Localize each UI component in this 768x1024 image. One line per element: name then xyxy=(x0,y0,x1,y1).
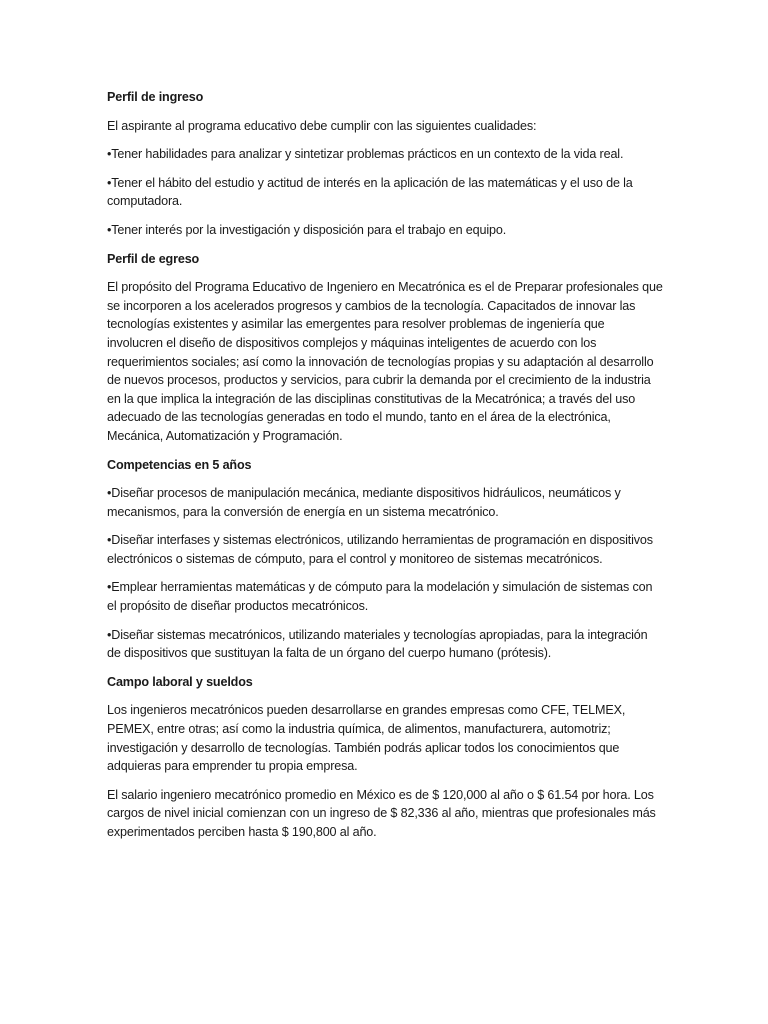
bullet-item: •Emplear herramientas matemáticas y de cómputo para la modelación y simulación de sistemas con el propósito de diseñar productos mecatrónicos. xyxy=(107,580,653,614)
section-heading-perfil-ingreso: Perfil de ingreso xyxy=(107,90,204,104)
bullet-item: •Diseñar interfases y sistemas electrónicos, utilizando herramientas de programación en dispositivos electrónicos o sistemas de cómputo, para el control y monitoreo de sistemas mecatrónicos. xyxy=(107,533,653,566)
section-heading-perfil-egreso: Perfil de egreso xyxy=(107,251,200,266)
bullet-item: •Tener interés por la investigación y disposición para el trabajo en equipo. xyxy=(107,222,507,237)
bullet-item: •Diseñar procesos de manipulación mecánica, mediante dispositivos hidráulicos, neumáticos y mecanismos, para la conversión de energía en un sistema mecatrónico. xyxy=(107,486,621,519)
paragraph-proposito: El propósito del Programa Educativo de Ingeniero en Mecatrónica es el de Preparar profesionales que se incorporen a los acelerados progresos y cambios de la tecnología. Capacitados de innovar las tecnologías existentes y asimilar las emergentes para resolver problemas de ingeniería que involucren el diseño de dispositivos complejos y máquinas inteligentes de acuerdo con los requerimientos sociales; así como la innovación de tecnologías propias y su adaptación al desarrollo de nuevos procesos, productos y servicios, para cubrir la demanda por el crecimiento de la industria en la que implica la integración de las disciplinas constitutivas de la Mecatrónica; a través del uso adecuado de las tecnologías generadas en todo el mundo, tanto en el área de la electrónica, Mecánica, Automatización y Programación. xyxy=(107,280,663,443)
paragraph-intro: El aspirante al programa educativo debe cumplir con las siguientes cualidades: xyxy=(107,118,537,133)
section-heading-campo-laboral: Campo laboral y sueldos xyxy=(107,674,253,689)
bullet-item: •Tener habilidades para analizar y sintetizar problemas prácticos en un contexto de la vida real. xyxy=(107,147,624,162)
paragraph-salario: El salario ingeniero mecatrónico promedio en México es de $ 120,000 al año o $ 61.54 por hora. Los cargos de nivel inicial comienzan con un ingreso de $ 82,336 al año, mientras que profesionales más experimentados perciben hasta $ 190,800 al año. xyxy=(107,787,656,839)
paragraph-campo-laboral: Los ingenieros mecatrónicos pueden desarrollarse en grandes empresas como CFE, TELMEX, PEMEX, entre otras; así como la industria química, de alimentos, manufacturera, automotriz; investigación y desarrollo de tecnologías. También podrás aplicar todos los conocimientos que adquieras para emprender tu propia empresa. xyxy=(107,703,626,774)
section-heading-competencias: Competencias en 5 años xyxy=(107,457,252,472)
document-page xyxy=(107,88,663,852)
bullet-item: •Diseñar sistemas mecatrónicos, utilizando materiales y tecnologías apropiadas, para la integración de dispositivos que sustituyan la falta de un órgano del cuerpo humano (prótesis). xyxy=(107,627,648,661)
bullet-item: •Tener el hábito del estudio y actitud de interés en la aplicación de las matemáticas y el uso de la computadora. xyxy=(107,175,633,209)
